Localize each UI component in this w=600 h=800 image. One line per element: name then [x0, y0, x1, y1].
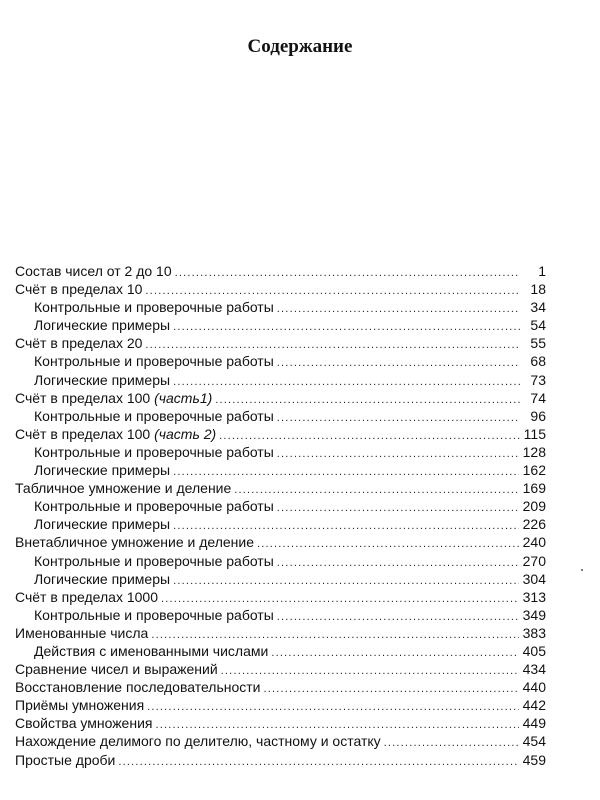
toc-entry-page-number: 18 — [530, 281, 546, 298]
toc-entry-note: (часть1) — [154, 389, 213, 406]
toc-entry-page-number: 115 — [523, 425, 546, 442]
toc-entry — [15, 334, 546, 352]
toc-entry-label — [15, 696, 144, 714]
toc-entry-page-number: 169 — [522, 480, 546, 497]
toc-entry-page-number: 128 — [522, 443, 546, 460]
toc-entry-label — [15, 425, 216, 443]
toc-entry-label — [15, 642, 268, 660]
toc-entry-label — [15, 533, 254, 551]
dot-leader — [264, 680, 519, 698]
toc-entry-text: Контрольные и проверочные работы — [34, 353, 274, 370]
scan-speck — [581, 569, 583, 571]
toc-entry-text: Контрольные и проверочные работы — [34, 443, 274, 460]
toc-entry-text: Сравнение чисел и выражений — [15, 661, 218, 678]
toc-entry — [15, 443, 546, 461]
toc-entry-note: (часть 2) — [154, 425, 217, 442]
toc-entry-text: Логические примеры — [34, 371, 171, 388]
toc-entry-page-number: 454 — [522, 733, 546, 750]
toc-entry-text: Счёт в пределах 20 — [15, 335, 143, 352]
toc-entry — [15, 371, 546, 389]
toc-entry — [15, 479, 546, 497]
dot-leader — [277, 608, 519, 626]
toc-entry-label — [15, 262, 172, 280]
dot-leader — [277, 445, 519, 463]
toc-entry — [15, 425, 546, 443]
toc-entry-label — [15, 352, 274, 370]
toc-entry-text: Контрольные и проверочные работы — [34, 407, 274, 424]
dot-leader — [147, 698, 518, 716]
toc-entry — [15, 732, 546, 750]
toc-entry-page-number: 34 — [530, 299, 546, 316]
toc-entry-label — [15, 624, 148, 642]
dot-leader — [277, 499, 519, 517]
toc-entry-page-number: 73 — [530, 371, 546, 388]
toc-entry-text: Счёт в пределах 10 — [15, 281, 143, 298]
toc-entry-label — [15, 570, 170, 588]
toc-entry — [15, 352, 546, 370]
toc-entry-label — [15, 298, 274, 316]
toc-entry-page-number: 226 — [522, 516, 546, 533]
toc-entry-label — [15, 678, 261, 696]
toc-entry-page-number: 74 — [530, 389, 546, 406]
toc-entry-page-number: 55 — [530, 335, 546, 352]
dot-leader — [277, 409, 520, 427]
toc-entry-text: Действия с именованными числами — [34, 642, 269, 659]
dot-leader — [384, 734, 519, 752]
toc-entry-label — [15, 461, 170, 479]
toc-entry-text: Логические примеры — [34, 317, 171, 334]
toc-entry — [15, 515, 546, 533]
toc-entry-text: Логические примеры — [34, 516, 171, 533]
toc-entry — [15, 588, 546, 606]
toc-entry-page-number: 449 — [522, 715, 546, 732]
toc-entry — [15, 389, 546, 407]
toc-entry-text: Контрольные и проверочные работы — [34, 606, 274, 623]
toc-entry-text: Восстановление последовательности — [15, 679, 261, 696]
toc-entry — [15, 751, 546, 769]
toc-entry-text: Счёт в пределах 100 — [15, 425, 151, 442]
page-title: Содержание — [247, 36, 353, 57]
toc-entry-page-number: 68 — [530, 353, 546, 370]
toc-entry-page-number: 1 — [538, 263, 546, 279]
dot-leader — [118, 753, 518, 771]
toc-entry-page-number: 54 — [530, 317, 546, 334]
toc-entry-label — [15, 316, 170, 334]
toc-entry-label — [15, 479, 231, 497]
toc-entry — [15, 280, 546, 298]
toc-entry-page-number: 313 — [522, 588, 546, 605]
dot-leader — [173, 572, 519, 590]
toc-entry-label — [15, 660, 218, 678]
toc-entry-label — [15, 732, 381, 750]
toc-entry-label — [15, 280, 142, 298]
toc-entry — [15, 533, 546, 551]
toc-entry-page-number: 96 — [530, 407, 546, 424]
toc-entry — [15, 298, 546, 316]
dot-leader — [173, 373, 520, 391]
toc-entry-page-number: 162 — [522, 462, 546, 479]
toc-entry-page-number: 240 — [522, 534, 546, 551]
toc-entry — [15, 696, 546, 714]
toc-entry-text: Логические примеры — [34, 570, 171, 587]
toc-entry-label — [15, 389, 212, 407]
dot-leader — [221, 662, 519, 680]
toc-entry-text: Контрольные и проверочные работы — [34, 299, 274, 316]
table-of-contents — [15, 262, 546, 769]
toc-entry — [15, 642, 546, 660]
toc-entry-page-number: 383 — [522, 624, 546, 641]
toc-entry-page-number: 442 — [522, 697, 546, 714]
dot-leader — [173, 318, 520, 336]
toc-entry — [15, 497, 546, 515]
toc-entry-label — [15, 606, 274, 624]
toc-entry-text: Внетабличное умножение и деление — [15, 534, 254, 551]
toc-entry-label — [15, 751, 115, 769]
toc-entry-label — [15, 552, 274, 570]
dot-leader — [257, 535, 519, 553]
dot-leader — [277, 300, 520, 318]
toc-entry — [15, 461, 546, 479]
toc-entry-text: Нахождение делимого по делителю, частному и остатку — [15, 733, 381, 750]
toc-entry — [15, 714, 546, 732]
toc-entry — [15, 407, 546, 425]
toc-entry — [15, 570, 546, 588]
dot-leader — [277, 354, 520, 372]
toc-entry-label — [15, 515, 170, 533]
toc-entry-page-number: 440 — [522, 679, 546, 696]
toc-entry — [15, 552, 546, 570]
toc-entry-text: Контрольные и проверочные работы — [34, 552, 274, 569]
toc-entry-label — [15, 497, 274, 515]
toc-entry — [15, 606, 546, 624]
toc-entry-label — [15, 371, 170, 389]
dot-leader — [277, 554, 519, 572]
toc-entry-text: Логические примеры — [34, 462, 171, 479]
toc-entry-label — [15, 407, 274, 425]
toc-entry-text: Именованные числа — [15, 624, 149, 641]
toc-entry-page-number: 434 — [522, 661, 546, 678]
toc-entry-text: Счёт в пределах 1000 — [15, 588, 158, 605]
toc-entry-page-number: 349 — [522, 606, 546, 623]
toc-entry-label — [15, 334, 142, 352]
dot-leader — [271, 644, 518, 662]
toc-entry-text: Приёмы умножения — [15, 697, 145, 714]
toc-entry — [15, 624, 546, 642]
toc-entry-text: Счёт в пределах 100 — [15, 389, 151, 406]
toc-entry — [15, 316, 546, 334]
toc-entry-text: Табличное умножение и деление — [15, 480, 232, 497]
toc-entry-text: Состав чисел от 2 до 10 — [15, 263, 172, 279]
toc-entry — [15, 660, 546, 678]
toc-entry-page-number: 459 — [522, 751, 546, 768]
dot-leader — [234, 481, 518, 499]
toc-entry-page-number: 209 — [522, 498, 546, 515]
toc-entry-text: Свойства умножения — [15, 715, 153, 732]
toc-entry — [15, 678, 546, 696]
toc-entry-text: Контрольные и проверочные работы — [34, 498, 274, 515]
toc-entry-page-number: 270 — [522, 552, 546, 569]
toc-entry-label — [15, 588, 158, 606]
toc-entry-page-number: 405 — [522, 642, 546, 659]
dot-leader — [175, 264, 520, 282]
toc-entry-page-number: 304 — [522, 570, 546, 587]
toc-entry-text: Простые дроби — [15, 751, 116, 768]
toc-entry — [15, 262, 546, 280]
toc-entry-label — [15, 714, 152, 732]
toc-entry-label — [15, 443, 274, 461]
